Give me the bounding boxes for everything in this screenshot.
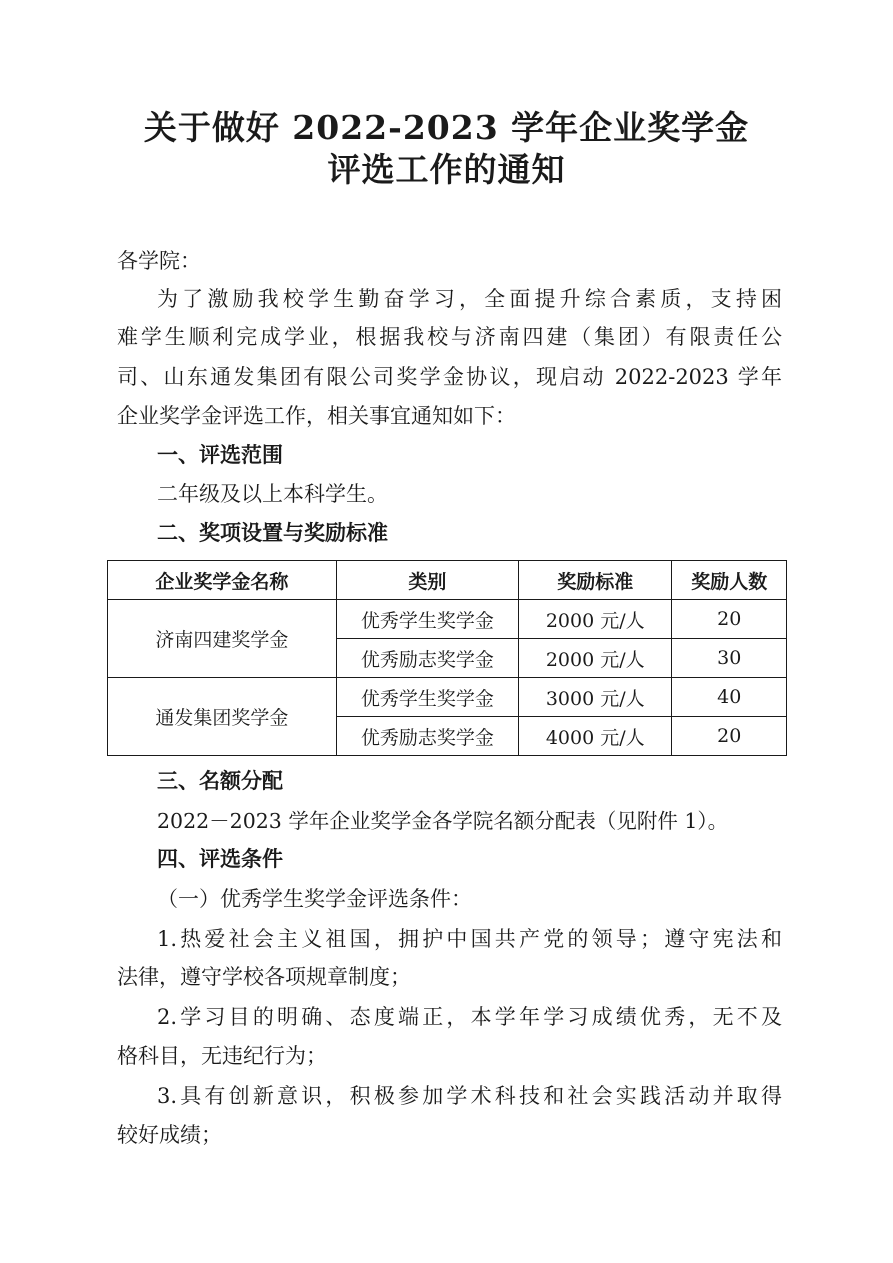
table-row — [108, 678, 787, 717]
section-2-heading: 二、奖项设置与奖励标准 — [157, 521, 388, 545]
category-cell: 优秀学生奖学金 — [336, 678, 518, 717]
section-3-body: 2022－2023 学年企业奖学金各学院名额分配表（见附件 1）。 — [157, 809, 729, 833]
condition-item-2-line-1: 2.学习目的明确、态度端正，本学年学习成绩优秀，无不及 — [157, 1005, 782, 1029]
salutation: 各学院： — [117, 249, 201, 273]
category-cell: 优秀学生奖学金 — [336, 600, 518, 639]
header-category: 类别 — [336, 561, 518, 600]
intro-line: 难学生顺利完成学业，根据我校与济南四建（集团）有限责任公 — [117, 325, 782, 349]
section-4-subheading: （一）优秀学生奖学金评选条件： — [157, 887, 472, 911]
standard-cell: 2000 元/人 — [519, 600, 672, 639]
count-cell: 20 — [672, 600, 787, 639]
intro-line: 司、山东通发集团有限公司奖学金协议，现启动 2022-2023 学年 — [117, 365, 782, 389]
count-cell: 40 — [672, 678, 787, 717]
section-1-body: 二年级及以上本科学生。 — [157, 482, 388, 506]
intro-line: 为了激励我校学生勤奋学习，全面提升综合素质，支持困 — [157, 287, 782, 311]
count-cell: 30 — [672, 639, 787, 678]
standard-cell: 4000 元/人 — [519, 717, 672, 756]
header-standard: 奖励标准 — [519, 561, 672, 600]
condition-item-1-line-1: 1.热爱社会主义祖国，拥护中国共产党的领导；遵守宪法和 — [157, 927, 782, 951]
document-title-line-1: 关于做好 2022-2023 学年企业奖学金 — [143, 108, 750, 147]
condition-item-3-line-1: 3.具有创新意识，积极参加学术科技和社会实践活动并取得 — [157, 1084, 782, 1108]
header-count: 奖励人数 — [672, 561, 787, 600]
condition-item-3-line-2: 较好成绩； — [117, 1123, 222, 1147]
category-cell: 优秀励志奖学金 — [336, 717, 518, 756]
header-scholarship-name: 企业奖学金名称 — [108, 561, 337, 600]
table-row — [108, 600, 787, 639]
standard-cell: 2000 元/人 — [519, 639, 672, 678]
scholarship-name-cell: 通发集团奖学金 — [108, 678, 337, 756]
awards-table — [107, 560, 787, 756]
standard-cell: 3000 元/人 — [519, 678, 672, 717]
count-cell: 20 — [672, 717, 787, 756]
section-3-heading: 三、名额分配 — [157, 769, 283, 793]
scholarship-name-cell: 济南四建奖学金 — [108, 600, 337, 678]
category-cell: 优秀励志奖学金 — [336, 639, 518, 678]
condition-item-2-line-2: 格科目，无违纪行为； — [117, 1044, 327, 1068]
table-header-row — [108, 561, 787, 600]
intro-line: 企业奖学金评选工作，相关事宜通知如下： — [117, 404, 516, 428]
section-1-heading: 一、评选范围 — [157, 443, 283, 467]
document-title-line-2: 评选工作的通知 — [327, 150, 566, 189]
section-4-heading: 四、评选条件 — [157, 847, 283, 871]
condition-item-1-line-2: 法律，遵守学校各项规章制度； — [117, 965, 411, 989]
